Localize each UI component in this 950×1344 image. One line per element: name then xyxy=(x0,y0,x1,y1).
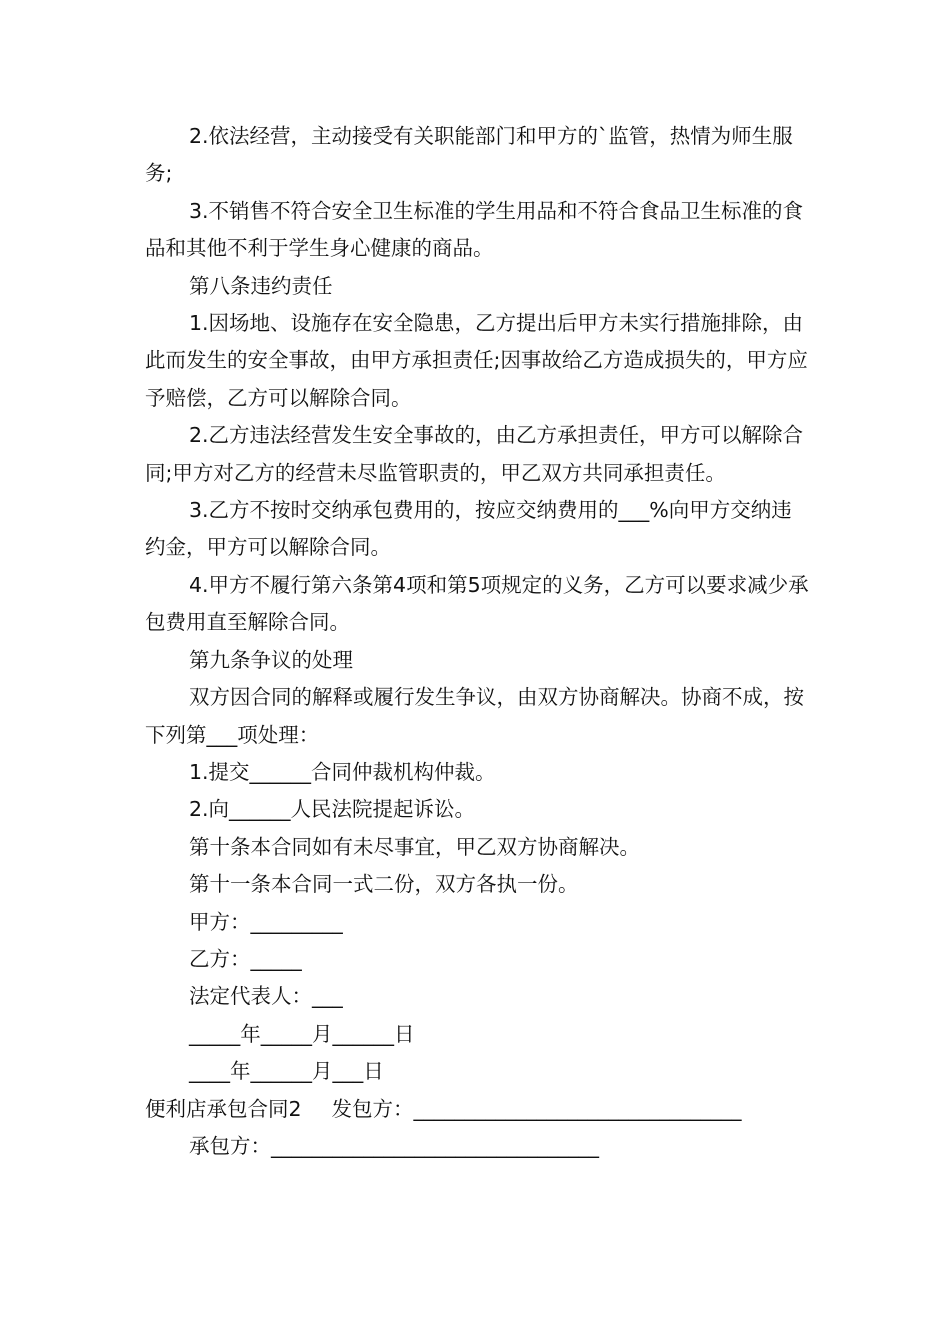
paragraph-no-unsafe-goods: 3.不销售不符合安全卫生标准的学生用品和不符合食品卫生标准的食品和其他不利于学生身心健康的商品。 xyxy=(145,198,804,261)
contractor-line: 发包方：________________________________ xyxy=(331,1096,742,1121)
heading-article-10: 第十条本合同如有未尽事宜，甲乙双方协商解决。 xyxy=(189,834,640,859)
date-line-2: ____年______月___日 xyxy=(189,1059,384,1084)
heading-article-8: 第八条违约责任 xyxy=(189,273,333,298)
paragraph-dispute: 双方因合同的解释或履行发生争议，由双方协商解决。协商不成，按下列第___项处理： xyxy=(145,685,804,747)
document-body xyxy=(145,118,810,1165)
date-line-1: _____年_____月______日 xyxy=(189,1021,415,1046)
paragraph-litigation: 2.向______人民法院提起诉讼。 xyxy=(189,797,476,822)
party-b-line: 乙方：_____ xyxy=(189,946,302,971)
party-a-line: 甲方：_________ xyxy=(189,909,343,934)
heading-article-9: 第九条争议的处理 xyxy=(189,647,353,672)
next-contract-title-line xyxy=(145,1091,810,1128)
paragraph-arbitration: 1.提交______合同仲裁机构仲裁。 xyxy=(189,759,496,784)
paragraph-breach-2: 2.乙方违法经营发生安全事故的，由乙方承担责任，甲方可以解除合同;甲方对乙方的经营未尽监管职责的，甲乙双方共同承担责任。 xyxy=(145,423,804,485)
paragraph-breach-1: 1.因场地、设施存在安全隐患，乙方提出后甲方未实行措施排除，由此而发生的安全事故，由甲方承担责任;因事故给乙方造成损失的，甲方应予赔偿，乙方可以解除合同。 xyxy=(145,311,808,410)
heading-article-11: 第十一条本合同一式二份，双方各执一份。 xyxy=(189,872,579,897)
paragraph-breach-3: 3.乙方不按时交纳承包费用的，按应交纳费用的___%向甲方交纳违约金，甲方可以解除合同。 xyxy=(145,498,792,560)
legal-representative-line: 法定代表人：___ xyxy=(189,984,343,1009)
paragraph-breach-4: 4.甲方不履行第六条第4项和第5项规定的义务，乙方可以要求减少承包费用直至解除合同。 xyxy=(145,572,809,635)
contractee-line: 承包方：________________________________ xyxy=(189,1133,599,1158)
paragraph-lawful-operation: 2.依法经营，主动接受有关职能部门和甲方的`监管，热情为师生服务; xyxy=(145,124,793,186)
next-contract-title: 便利店承包合同2 xyxy=(145,1096,302,1121)
